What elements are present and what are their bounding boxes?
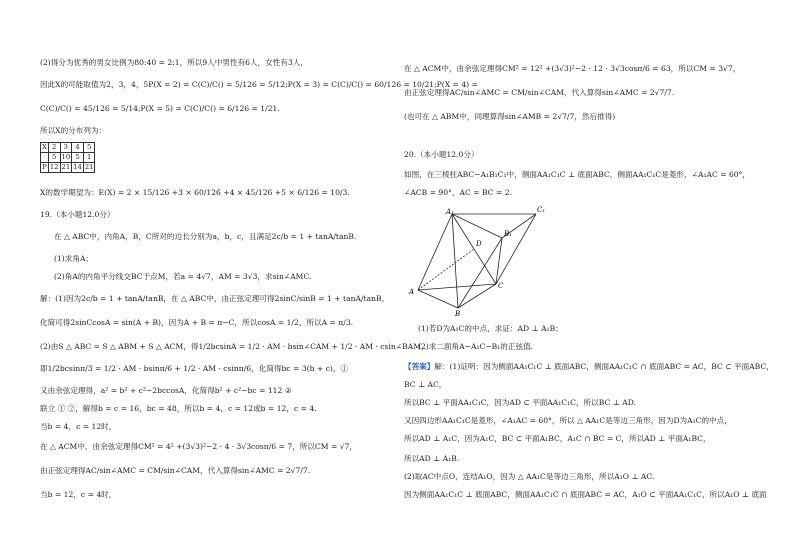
text-line: (2)取AC中点O，连结A₁O，因为 △ AA₁C是等边三角形，所以A₁O ⊥ AC. [404,472,655,481]
table-cell: 5 [83,143,95,153]
text-line: (2)求二面角A−A₁C−B₁的正弦值. [418,342,534,351]
label-C1: C₁ [537,206,546,214]
label-A1: A₁ [446,208,454,216]
text-line: 当b = 4，c = 12时， [40,422,117,431]
text-line: 联立 ① ②，解得b = c = 16，bc = 48，所以b = 4，c = 12或b = 12，c = 4. [40,404,317,413]
table-cell: 21 [61,163,71,172]
text-line: 由正弦定理得AC/sin∠AMC = CM/sin∠CAM，代入算得sin∠AMC = 2√7/7. [404,88,675,97]
table-cell: 14 [73,163,82,172]
text-line: 由正弦定理得AC/sin∠AMC = CM/sin∠CAM，代入算得sin∠AMC = 2√7/7. [40,466,311,475]
text-line: 当b = 12，c = 4时， [40,490,117,499]
text-line: (2)得分为优秀的男女比例为80:40 = 2:1，所以9人中男性有6人，女性有3人， [40,58,308,67]
text-line: 因为侧面AA₁C₁C ⊥ 底面ABC，侧面AA₁C₁C ∩ 底面ABC = AC，A₁O ⊂ 平面AA₁C₁C，所以A₁O ⊥ 底面 [404,490,767,499]
text-line: 所以BC ⊥ 平面AA₁C₁C，因为AD ⊂ 平面AA₁C₁C，所以BC ⊥ AD. [404,398,636,407]
text-line: 即1/2bcsinπ/3 = 1/2 · AM · bsinπ/6 + 1/2 · AM · csinπ/6，化简得bc = 3(b + c)，① [40,364,349,373]
section-heading: 20.（本小题12.0分） [404,150,479,159]
table-cell [41,153,49,163]
text-line: 又因四边形AA₁C₁C是菱形，∠A₁AC = 60°，所以 △ AA₁C是等边三角形，因为D为A₁C的中点， [404,416,732,425]
answer-text: 解：(1)证明：因为侧面AA₁C₁C ⊥ 底面ABC，侧面AA₁C₁C ∩ 底面ABC = AC，BC ⊂ 平面ABC， [434,362,774,371]
text-line: 因此X的可能取值为2，3，4，5P(X = 2) = C(C)/C() = 5/126 = 5/12;P(X = 3) = C(C)/C() = 60/126 = 10/21;P(X = 4) = [40,80,478,89]
table-cell: 2 [48,143,60,153]
table-row [41,153,95,163]
table-row [41,163,95,173]
table-cell: 21 [84,163,94,172]
table-cell: P [42,163,47,172]
table-cell: 10 [61,153,71,162]
text-line: (也可在 △ ABM中，同理算得sin∠AMB = 2√7/7，然后推得) [404,112,616,121]
section-heading: 19.（本小题12.0分） [40,210,115,219]
text-line: (2)由S △ ABC = S △ ABM + S △ ACM，得1/2bcsinA = 1/2 · AM · bsin∠CAM + 1/2 · AM · csin∠BAM， [40,342,429,351]
text-line: 如图，在三棱柱ABC−A₁B₁C₁中，侧面AA₁C₁C ⊥ 底面ABC，侧面AA₁C₁C是菱形，∠A₁AC = 60°， [404,170,751,179]
text-line: 在 △ ACM中，由余弦定理得CM² = 4² +(3√3)²−2 · 4 · 3√3cosπ/6 = 7，所以CM = √7， [40,442,357,451]
text-line: 化简可得2sinCcosA = sin(A + B)，因为A + B = π−C，所以cosA = 1/2，所以A = π/3. [40,318,354,327]
text-line: (1)若D为A₁C的中点，求证：AD ⊥ A₁B； [418,324,563,333]
label-B: B [455,310,461,318]
text-line: BC ⊥ AC， [404,380,447,389]
table-cell: 12 [49,163,59,172]
answer-tag: 【答案】 [404,362,435,371]
text-line: ∠ACB = 90°，AC = BC = 2. [404,188,512,197]
text-line: (1)求角A； [54,254,94,263]
label-D: D [476,240,482,248]
prism-figure [404,204,544,316]
text-line: 又由余弦定理得，a² = b² + c²−2bccosA，化简得b² + c²−bc = 112 ② [40,386,292,395]
table-row [41,143,95,153]
table-cell: 4 [72,143,84,153]
text-line: X的数学期望为：E(X) = 2 × 15/126 +3 × 60/126 +4 × 45/126 +5 × 6/126 = 10/3. [40,188,350,197]
text-line: 在 △ ABC中，内角A，B，C所对的边长分别为a，b，c，且满足2c/b = 1 + tanA/tanB. [54,232,357,241]
text-line: 在 △ ACM中，由余弦定理得CM² = 12² +(3√3)²−2 · 12 · 3√3cosπ/6 = 63，所以CM = 3√7， [404,64,741,73]
text-line [404,362,774,371]
label-C: C [498,282,504,290]
text-line: 所以AD ⊥ A₁B. [404,454,460,463]
text-line: 所以AD ⊥ A₁C，因为A₁C，BC ⊂ 平面A₁BC，A₁C ∩ BC = C，所以AD ⊥ 平面A₁BC， [404,434,711,443]
text-line: 所以X的分布列为： [40,126,107,135]
table-cell: 1 [83,153,95,163]
table-cell: 5 [48,153,60,163]
label-B1: B₁ [504,230,512,238]
label-A: A [409,288,415,296]
text-line: 解：(1)因为2c/b = 1 + tanA/tanB，在 △ ABC中，由正弦定理可得2sinC/sinB = 1 + tanA/tanB， [40,294,390,303]
table-cell: X [42,143,47,152]
text-line: C(C)/C() = 45/126 = 5/14;P(X = 5) = C(C)/C() = 6/126 = 1/21. [40,104,280,113]
text-line: (2)角A的内角平分线交BC于点M，若a = 4√7，AM = 3√3，求sin∠AMC. [54,272,312,281]
table-cell: 3 [60,143,72,153]
table-cell: 5 [72,153,84,163]
distribution-table [40,142,95,173]
